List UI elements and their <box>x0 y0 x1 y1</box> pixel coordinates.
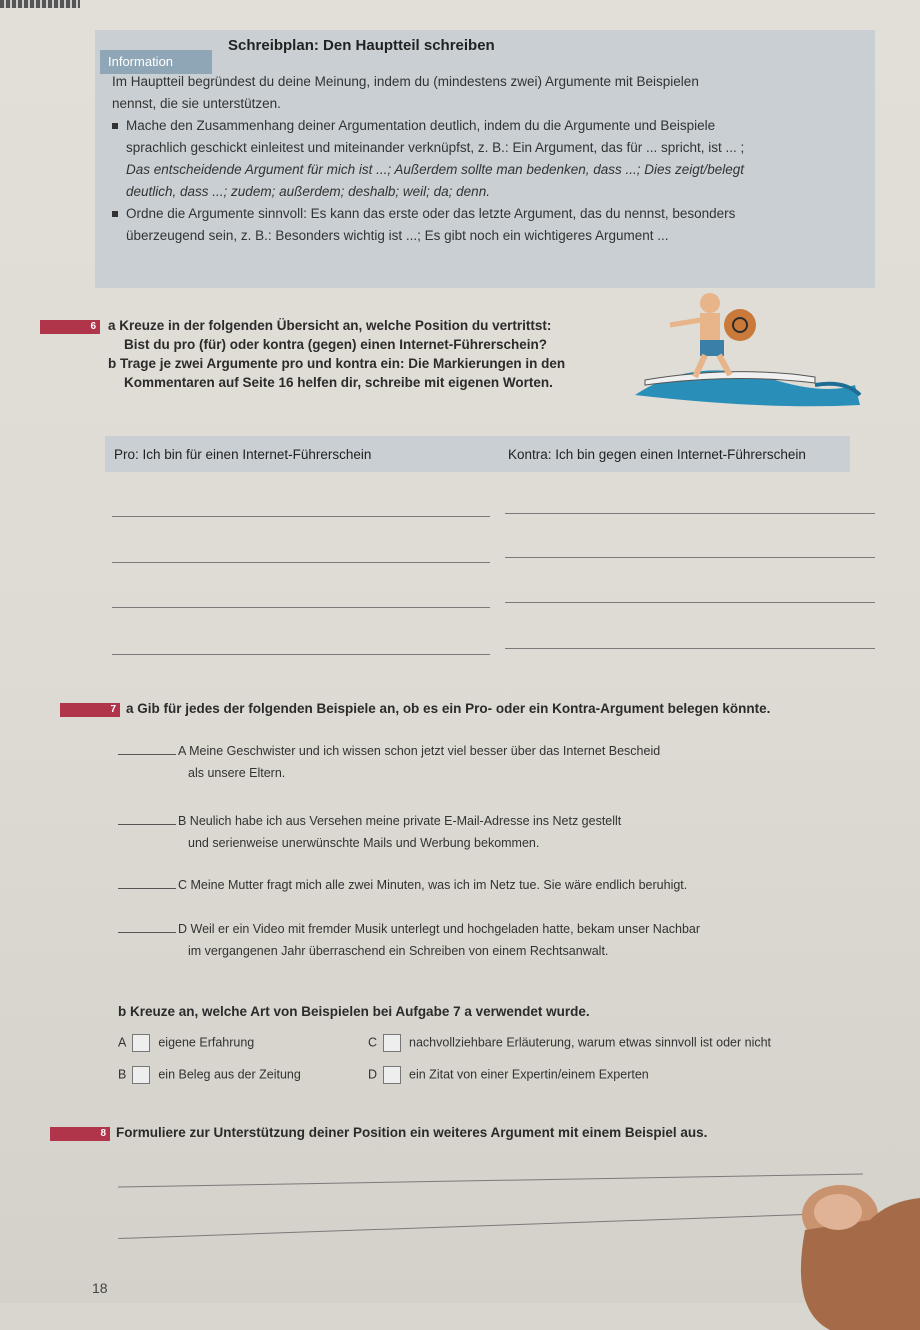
kontra-header: Kontra: Ich bin gegen einen Internet-Führerschein <box>508 447 806 462</box>
info-bullet2-line2: überzeugend sein, z. B.: Besonders wichtig ist ...; Es gibt noch ein wichtigeres Argument ... <box>126 228 669 243</box>
example-d-blank[interactable] <box>118 932 176 933</box>
option-a-label: eigene Erfahrung <box>158 1035 255 1050</box>
page-number: 18 <box>92 1280 108 1296</box>
option-c-letter: C <box>368 1035 378 1050</box>
task6-number: 6 <box>40 320 100 334</box>
pro-line-2[interactable] <box>112 562 490 563</box>
example-c-line1: C Meine Mutter fragt mich alle zwei Minuten, was ich im Netz tue. Sie wäre endlich beruhigt. <box>178 878 688 892</box>
info-intro-line2: nennst, die sie unterstützen. <box>112 96 281 111</box>
example-c-blank[interactable] <box>118 888 176 889</box>
task6-a-line2: Bist du pro (für) oder kontra (gegen) einen Internet-Führerschein? <box>124 337 548 352</box>
option-c-checkbox[interactable] <box>383 1034 401 1052</box>
option-a-letter: A <box>118 1035 127 1050</box>
kontra-line-4[interactable] <box>505 648 875 649</box>
option-a[interactable] <box>118 1034 254 1052</box>
example-a-blank[interactable] <box>118 754 176 755</box>
info-bullet2-line1: Ordne die Argumente sinnvoll: Es kann das erste oder das letzte Argument, das du nennst, besonders <box>112 204 862 224</box>
task8-text: Formuliere zur Unterstützung deiner Position ein weiteres Argument mit einem Beispiel aus. <box>116 1125 708 1140</box>
example-b-blank[interactable] <box>118 824 176 825</box>
info-bullet1-line1: Mache den Zusammenhang deiner Argumentation deutlich, indem du die Argumente und Beispiele <box>112 116 862 136</box>
info-tag: Information <box>100 50 212 74</box>
kontra-line-3[interactable] <box>505 602 875 603</box>
task8-line-1[interactable] <box>118 1173 863 1187</box>
option-d-checkbox[interactable] <box>383 1066 401 1084</box>
kontra-line-2[interactable] <box>505 557 875 558</box>
info-bullet1-line3: Das entscheidende Argument für mich ist ...; Außerdem sollte man bedenken, dass ...; Dies zeigt/belegt <box>126 162 745 177</box>
kontra-line-1[interactable] <box>505 513 875 514</box>
example-d <box>118 918 878 962</box>
info-bullet1-line4: deutlich, dass ...; zudem; außerdem; deshalb; weil; da; denn. <box>126 184 490 199</box>
option-b[interactable] <box>118 1066 301 1084</box>
finger-image <box>760 1170 920 1330</box>
option-d-letter: D <box>368 1067 378 1082</box>
option-d[interactable] <box>368 1066 649 1084</box>
task6-text <box>108 316 628 392</box>
task6-a-line1: a Kreuze in der folgenden Übersicht an, welche Position du vertrittst: <box>108 318 552 333</box>
page-edge-marks <box>0 0 80 8</box>
pro-line-3[interactable] <box>112 607 490 608</box>
task7-number: 7 <box>60 703 120 717</box>
info-intro-line1: Im Hauptteil begründest du deine Meinung, indem du (mindestens zwei) Argumente mit Beispielen <box>112 74 699 89</box>
task7-b-text: b Kreuze an, welche Art von Beispielen bei Aufgabe 7 a verwendet wurde. <box>118 1004 590 1019</box>
pro-line-4[interactable] <box>112 654 490 655</box>
option-a-checkbox[interactable] <box>132 1034 150 1052</box>
example-a <box>118 740 878 784</box>
example-d-line2: im vergangenen Jahr überraschend ein Schreiben von einem Rechtsanwalt. <box>188 944 609 958</box>
example-b <box>118 810 878 854</box>
option-d-label: ein Zitat von einer Expertin/einem Experten <box>409 1067 649 1082</box>
info-text <box>112 72 862 248</box>
option-c-label: nachvollziehbare Erläuterung, warum etwas sinnvoll ist oder nicht <box>409 1035 772 1050</box>
example-a-line2: als unsere Eltern. <box>188 766 286 780</box>
option-b-checkbox[interactable] <box>132 1066 150 1084</box>
option-c[interactable] <box>368 1034 771 1052</box>
task7-a-text: a Gib für jedes der folgenden Beispiele an, ob es ein Pro- oder ein Kontra-Argument belegen könnte. <box>126 701 771 716</box>
example-c <box>118 874 878 896</box>
pro-header: Pro: Ich bin für einen Internet-Führerschein <box>114 447 372 462</box>
pro-line-1[interactable] <box>112 516 490 517</box>
option-b-label: ein Beleg aus der Zeitung <box>158 1067 301 1082</box>
example-b-line2: und serienweise unerwünschte Mails und Werbung bekommen. <box>188 836 540 850</box>
option-b-letter: B <box>118 1067 127 1082</box>
task8-number: 8 <box>50 1127 110 1141</box>
info-bullet1-line2: sprachlich geschickt einleitest und miteinander verknüpfst, z. B.: Ein Argument, das für ... spricht, ist ... ; <box>126 140 745 155</box>
task8-line-2[interactable] <box>118 1212 863 1239</box>
example-a-line1: A Meine Geschwister und ich wissen schon jetzt viel besser über das Internet Bescheid <box>178 744 661 758</box>
surfer-illustration <box>615 285 865 415</box>
example-b-line1: B Neulich habe ich aus Versehen meine private E-Mail-Adresse ins Netz gestellt <box>178 814 622 828</box>
info-title: Schreibplan: Den Hauptteil schreiben <box>228 37 495 54</box>
example-d-line1: D Weil er ein Video mit fremder Musik unterlegt und hochgeladen hatte, bekam unser Nachbar <box>178 922 701 936</box>
task6-b-line1: b Trage je zwei Argumente pro und kontra ein: Die Markierungen in den <box>108 356 566 371</box>
task6-b-line2: Kommentaren auf Seite 16 helfen dir, schreibe mit eigenen Worten. <box>124 375 553 390</box>
